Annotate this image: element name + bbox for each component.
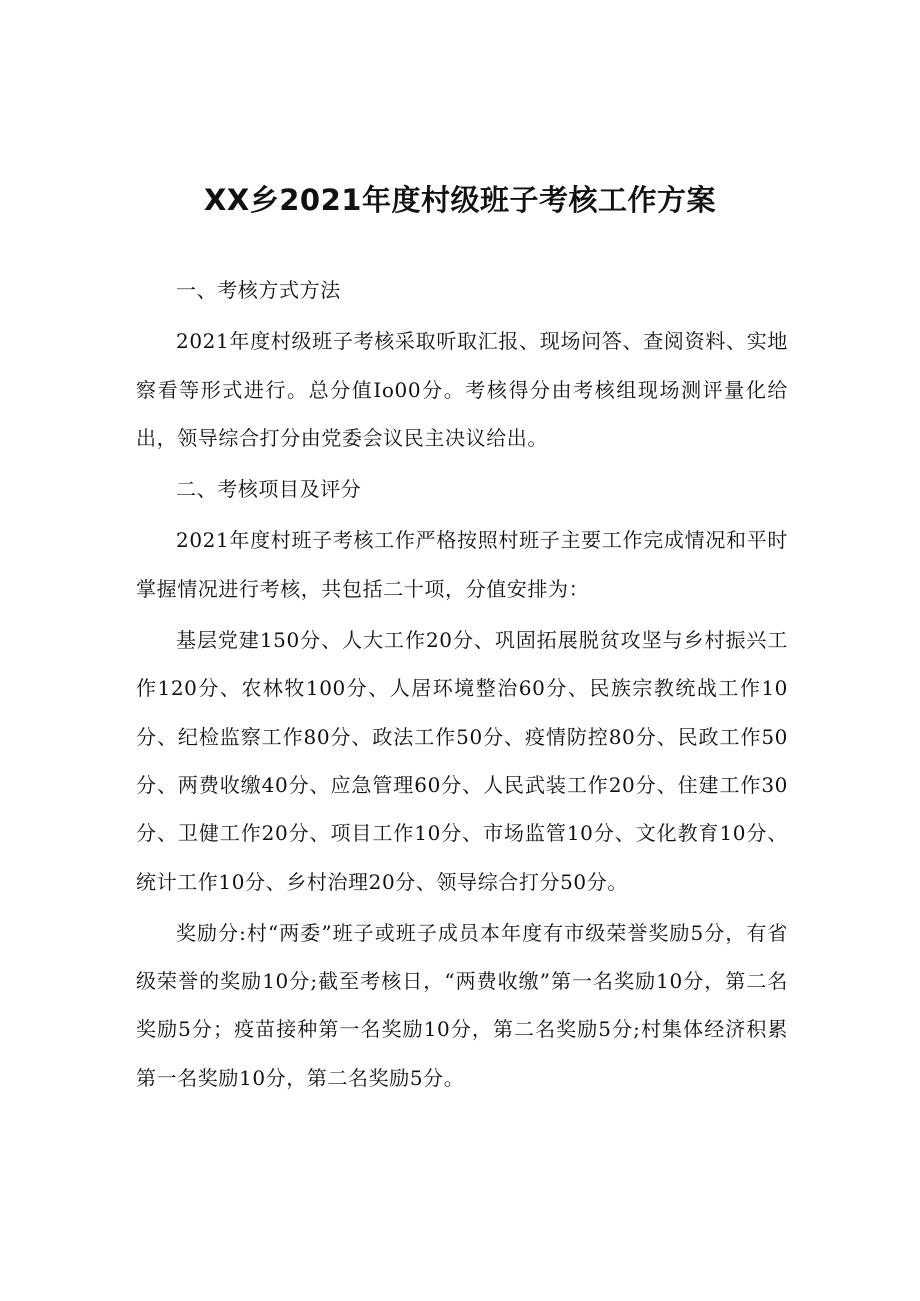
paragraph-bonus-points: 奖励分:村“两委”班子或班子成员本年度有市级荣誉奖励5分，有省级荣誉的奖励10分;截至考核日，“两费收缴”第一名奖励10分，第二名奖励5分；疫苗接种第一名奖励10分，第二名奖励5分;村集体经济积累第一名奖励10分，第二名奖励5分。 [136,920,788,1090]
paragraph-score-allocation: 基层党建150分、人大工作20分、巩固拓展脱贫攻坚与乡村振兴工作120分、农林牧100分、人居环境整治60分、民族宗教统战工作10分、纪检监察工作80分、政法工作50分、疫情防控80分、民政工作50分、两费收缴40分、应急管理60分、人民武装工作20分、住建工作30分、卫健工作20分、项目工作10分、市场监管10分、文化教育10分、统计工作10分、乡村治理20分、领导综合打分50分。 [136,628,788,894]
document-body [136,266,788,1105]
document-title: XX乡2021年度村级班子考核工作方案 [204,183,716,217]
section-heading-1: 一、考核方式方法 [176,278,341,302]
paragraph-assessment-method: 2021年度村级班子考核采取听取汇报、现场问答、查阅资料、实地察看等形式进行。总分值Io00分。考核得分由考核组现场测评量化给出，领导综合打分由党委会议民主决议给出。 [136,329,788,450]
section-heading-2: 二、考核项目及评分 [176,477,362,502]
paragraph-assessment-scope: 2021年度村班子考核工作严格按照村班子主要工作完成情况和平时掌握情况进行考核，共包括二十项，分值安排为： [136,528,788,601]
